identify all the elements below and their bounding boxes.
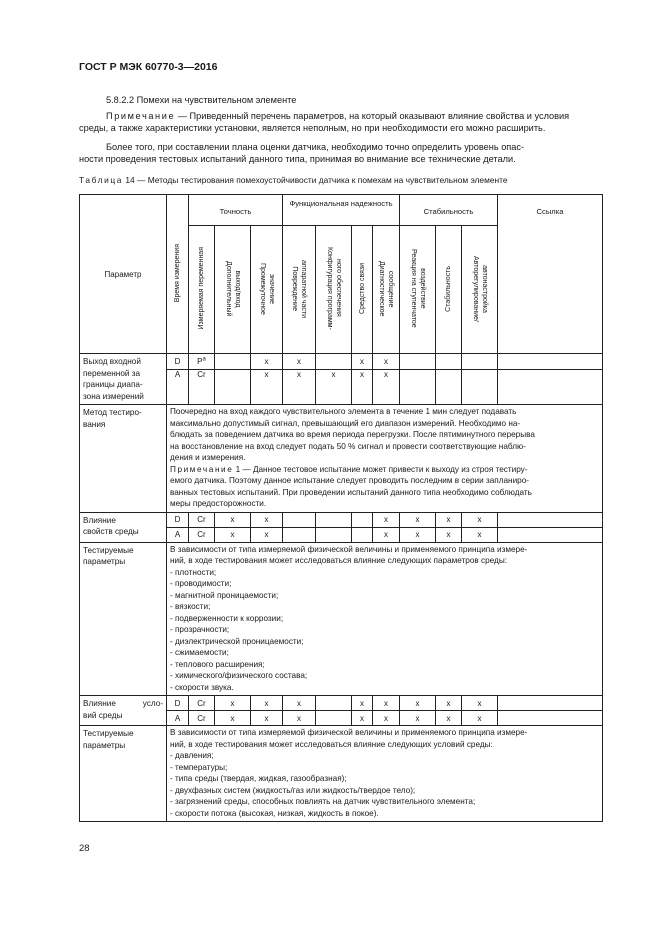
cell: x xyxy=(436,696,462,711)
stability-header: Стабильность xyxy=(400,195,498,226)
cell: x xyxy=(215,512,251,527)
cell xyxy=(436,369,462,404)
method-note-label: Примечание xyxy=(170,464,234,474)
subheader-intermediate-value: Промежуточное значение xyxy=(251,226,283,354)
cell: x xyxy=(283,696,316,711)
table-row xyxy=(80,542,603,696)
cell: x xyxy=(283,711,316,726)
cell: x xyxy=(400,512,436,527)
cell: x xyxy=(352,354,373,370)
cell xyxy=(498,527,603,542)
subheader-communication: Средство связи xyxy=(352,226,373,354)
cell: A xyxy=(167,369,189,404)
row-label-tested-parameters: Тестируемые параметры xyxy=(80,726,167,822)
tested-parameters-list: В зависимости от типа измеряемой физической величины и применяемого принципа измере- ний, в ходе тестирования может исследоваться влияние следующих параметров среды: - плотности; - проводимости; - магнитной проницаемости; - вязкости; - подверженности к коррозии; - прозрачности; - диэлектрической проницаемости; - сжимаемости; - теплового расширения; - химического/физического состава; - скорости звука. xyxy=(167,542,603,696)
cell xyxy=(498,512,603,527)
table-row xyxy=(80,696,603,711)
document-header: ГОСТ Р МЭК 60770-3—2016 xyxy=(79,61,218,73)
cell: D xyxy=(167,696,189,711)
paragraph-line-2: ности проведения тестовых испытаний данного типа, принимая во внимание все технические детали. xyxy=(79,154,516,164)
cell xyxy=(498,711,603,726)
table-row xyxy=(80,354,603,370)
cell xyxy=(316,512,352,527)
cell: x xyxy=(215,527,251,542)
cell: Cr xyxy=(189,696,215,711)
subheader-stability: Стабильность xyxy=(436,226,462,354)
cell: x xyxy=(215,711,251,726)
cell: x xyxy=(373,711,400,726)
cell xyxy=(462,354,498,370)
cell: x xyxy=(352,711,373,726)
cell: x xyxy=(373,696,400,711)
cell xyxy=(215,354,251,370)
cell xyxy=(352,527,373,542)
cell: x xyxy=(251,696,283,711)
cell xyxy=(316,696,352,711)
reference-header: Ссылка xyxy=(498,195,603,354)
cell: Cr xyxy=(189,527,215,542)
row-label-method: Метод тестиро- вания xyxy=(80,405,167,513)
time-header: Время измерения xyxy=(167,195,189,354)
cell: x xyxy=(251,354,283,370)
cell: x xyxy=(352,696,373,711)
table-caption xyxy=(79,175,508,185)
group-header-row xyxy=(80,195,603,226)
cell xyxy=(283,527,316,542)
cell xyxy=(316,354,352,370)
cell: x xyxy=(462,711,498,726)
cell: x xyxy=(462,527,498,542)
functional-reliability-header: Функциональная надежность xyxy=(283,195,400,226)
cell xyxy=(400,354,436,370)
cell xyxy=(400,369,436,404)
cell xyxy=(462,369,498,404)
cell: x xyxy=(251,527,283,542)
cell: x xyxy=(316,369,352,404)
cell: x xyxy=(373,512,400,527)
cell: x xyxy=(400,527,436,542)
cell: A xyxy=(167,527,189,542)
cell: x xyxy=(436,512,462,527)
row-label-tested-parameters: Тестируемые параметры xyxy=(80,542,167,696)
subheader-autotuning: Авторегулирование/ автонастройка xyxy=(462,226,498,354)
table-row xyxy=(80,405,603,513)
cell xyxy=(436,354,462,370)
cell: x xyxy=(283,354,316,370)
cell: Cr xyxy=(189,711,215,726)
caption-text: 14 — Методы тестирования помехоустойчивости датчика к помехам на чувствительном элементе xyxy=(123,175,508,185)
cell: x xyxy=(400,696,436,711)
row-label-environment-conditions: Влияние усло- вий среды xyxy=(80,696,167,726)
table-row xyxy=(80,726,603,822)
caption-label: Таблица xyxy=(79,175,124,185)
cell: x xyxy=(215,696,251,711)
subheader-hardware-damage: Повреждение аппаратной части xyxy=(283,226,316,354)
cell: Cr xyxy=(189,512,215,527)
cell xyxy=(283,512,316,527)
cell xyxy=(498,696,603,711)
cell xyxy=(316,711,352,726)
paragraph-line-1: Более того, при составлении плана оценки датчика, необходимо точно определить уровень опас- xyxy=(106,142,525,152)
cell: x xyxy=(251,369,283,404)
cell: x xyxy=(283,369,316,404)
cell: x xyxy=(462,512,498,527)
subheader-measured-variable: Измеряемая переменная xyxy=(189,226,215,354)
subheader-software-config: Конфигурация программ- ного обеспечения xyxy=(316,226,352,354)
subheader-extra-io: Дополнительный выход/вход xyxy=(215,226,251,354)
cell: D xyxy=(167,512,189,527)
parameter-header: Параметр xyxy=(80,195,167,354)
cell: x xyxy=(400,711,436,726)
subheader-diagnostic-message: Диагностическое сообщение xyxy=(373,226,400,354)
cell: x xyxy=(373,527,400,542)
cell: x xyxy=(436,527,462,542)
cell: A xyxy=(167,711,189,726)
cell xyxy=(498,369,603,404)
accuracy-header: Точность xyxy=(189,195,283,226)
cell: x xyxy=(251,512,283,527)
cell: x xyxy=(373,354,400,370)
cell xyxy=(498,354,603,370)
cell: Cr xyxy=(189,369,215,404)
cell: x xyxy=(373,369,400,404)
test-methods-table xyxy=(79,194,603,822)
note-text-1: — Приведенный перечень параметров, на который оказывают влияние свойства и условия xyxy=(177,111,570,121)
method-text: Поочередно на вход каждого чувствительного элемента в течение 1 мин следует подавать максимально допустимый сигнал, превышающий его диапазон измерений. Необходимо на- блюдать за поведением датчика во время периода перегрузки. После пятиминутного перерыва на восстановление на вход следует подать 50 % сигнал и провести соответствующие наблю- дения и измерения. Примечание 1 — Данное тестовое испытание может привести к выходу из строя тестиру- емого датчика. Поэтому данное испытание следует проводить последним в серии запланиро- ванных тестовых испытаний. При проведении испытаний данного типа необходимо соблюдать меры предосторожности. xyxy=(167,405,603,513)
note-line-2: среды, а также характеристики установки, является неполным, но при необходимости его можно расширить. xyxy=(79,123,546,133)
page-number: 28 xyxy=(79,843,90,854)
cell: x xyxy=(251,711,283,726)
cell xyxy=(215,369,251,404)
cell xyxy=(316,527,352,542)
tested-conditions-list: В зависимости от типа измеряемой физической величины и применяемого принципа измере- ний, в ходе тестирования может исследоваться влияние следующих условий среды: - давления; - температуры; - типа среды (твердая, жидкая, газообразная); - двухфазных систем (жидкость/газ или жидкость/твердое тело); - загрязнений среды, способных повлиять на датчик чувствительного элемента; - скорости потока (высокая, низкая, жидкость в покое). xyxy=(167,726,603,822)
row-label-overrange: Выход входной переменной за границы диапа- зона измерений xyxy=(80,354,167,405)
section-heading: 5.8.2.2 Помехи на чувствительном элементе xyxy=(106,95,297,105)
cell: D xyxy=(167,354,189,370)
note-label: Примечание xyxy=(106,111,176,121)
cell: x xyxy=(352,369,373,404)
cell: x xyxy=(436,711,462,726)
cell xyxy=(352,512,373,527)
subheader-step-response: Реакция на ступенчатое воздействие xyxy=(400,226,436,354)
row-label-medium-properties: Влияние свойств среды xyxy=(80,512,167,542)
cell: $P^a$ xyxy=(189,354,215,370)
cell: x xyxy=(462,696,498,711)
table-row xyxy=(80,512,603,527)
